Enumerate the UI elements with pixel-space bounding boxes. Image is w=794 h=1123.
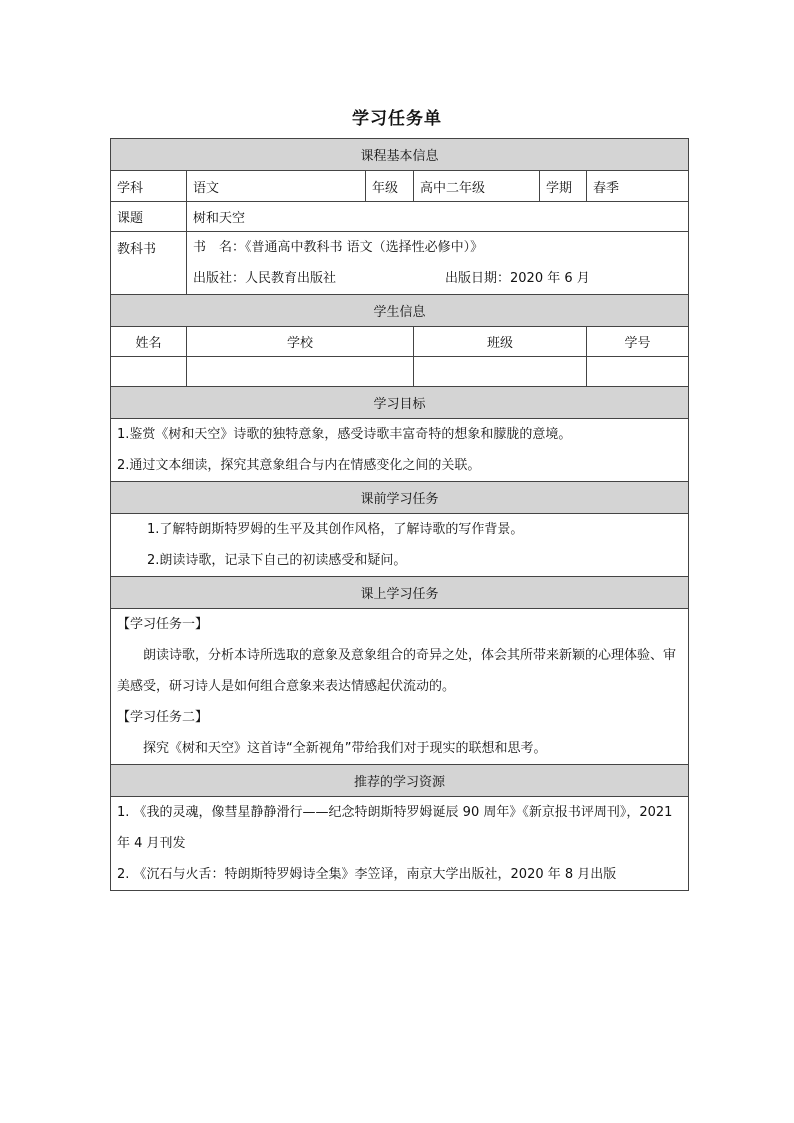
- course-info-header: 课程基本信息: [111, 139, 689, 171]
- pre-tasks-header-row: [111, 482, 689, 514]
- document-title: 学习任务单: [352, 109, 442, 129]
- student-name-header: 姓名: [111, 327, 187, 357]
- goal-item: 1.鉴赏《树和天空》诗歌的独特意象，感受诗歌丰富奇特的想象和朦胧的意境。: [117, 427, 572, 442]
- student-school-cell[interactable]: [187, 357, 414, 387]
- student-class-header: 班级: [414, 327, 587, 357]
- class-tasks-row: [111, 609, 689, 765]
- student-id-header: 学号: [587, 327, 689, 357]
- grade-value: 高中二年级: [414, 171, 540, 202]
- textbook-label: 教科书: [111, 232, 187, 295]
- task2-title: 【学习任务二】: [117, 710, 209, 725]
- textbook-publish-line: [193, 263, 682, 294]
- student-school-header: 学校: [187, 327, 414, 357]
- goals-row: [111, 419, 689, 482]
- textbook-name: 书 名：《普通高中教科书 语文（选择性必修中）》: [193, 240, 484, 255]
- student-class-cell[interactable]: [414, 357, 587, 387]
- class-tasks-header: 课上学习任务: [111, 577, 689, 609]
- class-tasks-header-row: [111, 577, 689, 609]
- grade-label: 年级: [366, 171, 414, 202]
- course-info-header-row: [111, 139, 689, 171]
- resources-header: 推荐的学习资源: [111, 765, 689, 797]
- pre-tasks-header: 课前学习任务: [111, 482, 689, 514]
- pre-task-item: 1.了解特朗斯特罗姆的生平及其创作风格，了解诗歌的写作背景。: [147, 522, 524, 537]
- task2-body: 探究《树和天空》这首诗“全新视角”带给我们对于现实的联想和思考。: [143, 741, 547, 756]
- topic-row: [111, 202, 689, 232]
- student-info-header-row: [111, 295, 689, 327]
- term-label: 学期: [540, 171, 587, 202]
- student-name-cell[interactable]: [111, 357, 187, 387]
- student-info-header: 学生信息: [111, 295, 689, 327]
- resources-header-row: [111, 765, 689, 797]
- resource-item: 1. 《我的灵魂，像彗星静静滑行——纪念特朗斯特罗姆诞辰 90 周年》《新京报书评周刊》，2021 年 4 月刊发: [117, 805, 673, 851]
- task1-body: 朗读诗歌，分析本诗所选取的意象及意象组合的奇异之处，体会其所带来新颖的心理体验、审美感受，研习诗人是如何组合意象来表达情感起伏流动的。: [117, 648, 677, 694]
- course-basic-row: [111, 171, 689, 202]
- goal-item: 2.通过文本细读，探究其意象组合与内在情感变化之间的关联。: [117, 458, 481, 473]
- goals-header-row: [111, 387, 689, 419]
- student-id-cell[interactable]: [587, 357, 689, 387]
- topic-label: 课题: [111, 202, 187, 232]
- task1-title: 【学习任务一】: [117, 617, 209, 632]
- subject-label: 学科: [111, 171, 187, 202]
- textbook-publisher: 出版社：人民教育出版社: [193, 271, 337, 286]
- task-sheet-table: [110, 138, 689, 891]
- textbook-row: [111, 232, 689, 295]
- pre-task-item: 2.朗读诗歌，记录下自己的初读感受和疑问。: [147, 553, 407, 568]
- resource-item: 2. 《沉石与火舌：特朗斯特罗姆诗全集》李笠译，南京大学出版社，2020 年 8 月出版: [117, 867, 617, 882]
- term-value: 春季: [587, 171, 689, 202]
- subject-value: 语文: [187, 171, 366, 202]
- topic-value: 树和天空: [187, 202, 689, 232]
- pre-tasks-row: [111, 514, 689, 577]
- student-input-row: [111, 357, 689, 387]
- student-columns-row: [111, 327, 689, 357]
- textbook-pub-date: 出版日期：2020 年 6 月: [445, 271, 590, 286]
- goals-header: 学习目标: [111, 387, 689, 419]
- resources-row: [111, 797, 689, 891]
